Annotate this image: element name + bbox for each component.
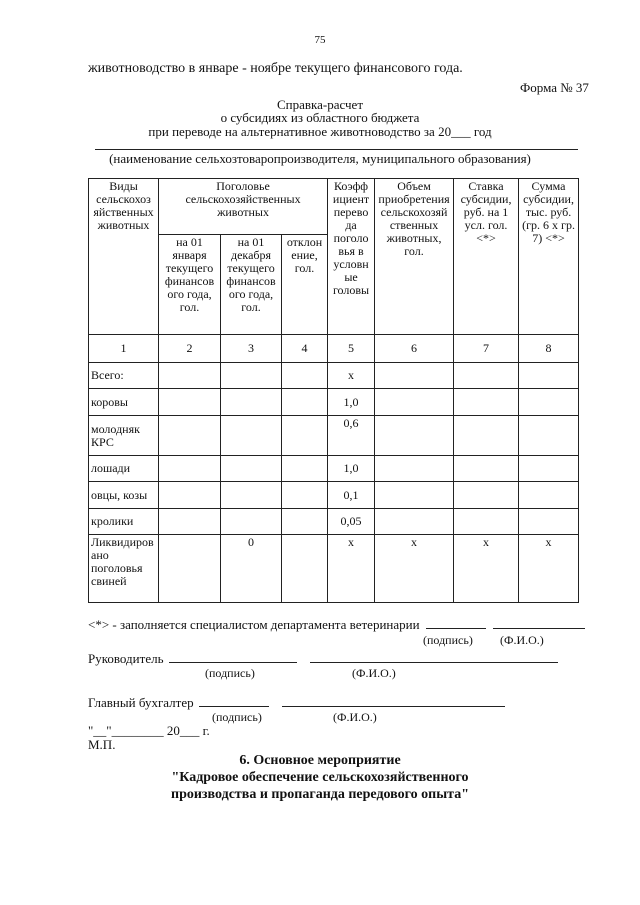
column-number: 1 — [89, 335, 159, 363]
name-caption: (наименование сельхозтоваропроизводителя, муниципального образования) — [109, 151, 531, 166]
row-label: кролики — [89, 509, 159, 535]
row-label: коровы — [89, 389, 159, 416]
table-cell — [282, 363, 328, 389]
column-number-row — [89, 335, 579, 363]
table-cell — [159, 535, 221, 603]
signature-caption: (подпись) — [205, 666, 255, 680]
table-cell — [519, 416, 579, 456]
header-livestock-group: Поголовье сельскохозяйственных животных — [159, 179, 328, 235]
signature-line — [199, 695, 269, 707]
fio-caption: (Ф.И.О.) — [500, 633, 544, 647]
table-cell — [221, 389, 282, 416]
fio-line — [282, 695, 505, 707]
table-cell — [375, 416, 454, 456]
signature-line — [169, 651, 297, 663]
table-cell — [282, 456, 328, 482]
table-cell — [519, 389, 579, 416]
column-number: 3 — [221, 335, 282, 363]
fio-line — [310, 651, 558, 663]
table-cell — [519, 482, 579, 509]
table-cell — [454, 482, 519, 509]
accountant-label: Главный бухгалтер — [88, 695, 194, 710]
table-cell: х — [328, 363, 375, 389]
table-cell — [221, 509, 282, 535]
section-name-line-2: производства и пропаганда передового опыта" — [171, 787, 469, 802]
table-cell — [375, 509, 454, 535]
table-row — [89, 535, 579, 603]
signature-caption: (подпись) — [423, 633, 473, 647]
header-coefficient: Коэфф ициент перево да поголо вья в условн ые головы — [328, 179, 375, 335]
column-number: 8 — [519, 335, 579, 363]
table-cell — [159, 456, 221, 482]
table-cell: 1,0 — [328, 456, 375, 482]
head-signature-line — [88, 651, 558, 667]
footnote-line — [88, 617, 585, 633]
table-cell — [375, 482, 454, 509]
table-cell: 0 — [221, 535, 282, 603]
table-cell — [221, 456, 282, 482]
footnote-text: <*> - заполняется специалистом департамента ветеринарии — [88, 617, 420, 632]
table-row — [89, 416, 579, 456]
table-cell — [282, 535, 328, 603]
table-cell: 0,1 — [328, 482, 375, 509]
column-number: 2 — [159, 335, 221, 363]
table-cell: х — [454, 535, 519, 603]
header-animal-type: Виды сельскохоз яйственных животных — [89, 179, 159, 335]
header-purchase-volume: Объем приобретения сельскохозяй ственных животных, гол. — [375, 179, 454, 335]
header-subsidy-rate: Ставка субсидии, руб. на 1 усл. гол. <*> — [454, 179, 519, 335]
section-name-line-1: "Кадровое обеспечение сельскохозяйственного — [171, 770, 469, 785]
table-cell — [519, 509, 579, 535]
table-row — [89, 363, 579, 389]
table-cell — [375, 363, 454, 389]
name-fill-line — [95, 149, 578, 150]
table-cell: х — [375, 535, 454, 603]
table-cell — [221, 482, 282, 509]
header-deviation: отклон ение, гол. — [282, 235, 328, 335]
table-cell — [519, 363, 579, 389]
table-cell — [454, 389, 519, 416]
table-cell — [159, 363, 221, 389]
column-number: 5 — [328, 335, 375, 363]
table-cell: х — [328, 535, 375, 603]
stamp-place: М.П. — [88, 737, 116, 752]
page-number: 75 — [314, 34, 326, 46]
doc-title: Справка-расчет — [276, 97, 364, 112]
fio-line — [493, 617, 585, 629]
table-cell — [282, 482, 328, 509]
column-number: 4 — [282, 335, 328, 363]
signature-line — [426, 617, 486, 629]
form-label: Форма № 37 — [520, 80, 589, 95]
table-cell — [375, 456, 454, 482]
head-label: Руководитель — [88, 651, 164, 666]
table-row — [89, 389, 579, 416]
date-line: "__"________ 20___ г. — [88, 723, 210, 738]
table-cell: 0,05 — [328, 509, 375, 535]
row-label: овцы, козы — [89, 482, 159, 509]
row-label: лошади — [89, 456, 159, 482]
section-title: 6. Основное мероприятие — [239, 753, 401, 768]
header-december: на 01 декабря текущего финансов ого года, гол. — [221, 235, 282, 335]
table-cell — [282, 509, 328, 535]
table-cell — [375, 389, 454, 416]
fio-caption: (Ф.И.О.) — [333, 710, 377, 724]
table-cell — [221, 363, 282, 389]
table-header-row — [89, 179, 579, 235]
intro-line: животноводство в январе - ноябре текущего финансового года. — [88, 61, 463, 76]
table-cell — [454, 456, 519, 482]
signature-caption: (подпись) — [212, 710, 262, 724]
subsidy-table — [88, 178, 579, 603]
column-number: 6 — [375, 335, 454, 363]
header-january: на 01 января текущего финансов ого года, гол. — [159, 235, 221, 335]
table-cell — [454, 416, 519, 456]
doc-subtitle: о субсидиях из областного бюджета — [220, 110, 420, 125]
table-cell — [159, 509, 221, 535]
table-cell — [221, 416, 282, 456]
table-cell — [454, 509, 519, 535]
table-cell — [519, 456, 579, 482]
table-cell — [282, 389, 328, 416]
column-number: 7 — [454, 335, 519, 363]
table-row — [89, 456, 579, 482]
accountant-signature-line — [88, 695, 505, 711]
table-cell — [454, 363, 519, 389]
table-cell — [159, 416, 221, 456]
table-cell: 0,6 — [328, 416, 375, 456]
row-label: Ликвидиров ано поголовья свиней — [89, 535, 159, 603]
doc-period-line: при переводе на альтернативное животноводство за 20___ год — [148, 124, 492, 139]
table-row — [89, 482, 579, 509]
table-cell — [159, 482, 221, 509]
table-row — [89, 509, 579, 535]
table-cell — [159, 389, 221, 416]
table-cell — [282, 416, 328, 456]
header-subsidy-sum: Сумма субсидии, тыс. руб. (гр. 6 х гр. 7) <*> — [519, 179, 579, 335]
fio-caption: (Ф.И.О.) — [352, 666, 396, 680]
table-cell: х — [519, 535, 579, 603]
table-cell: 1,0 — [328, 389, 375, 416]
row-label: молодняк КРС — [89, 416, 159, 456]
row-label: Всего: — [89, 363, 159, 389]
